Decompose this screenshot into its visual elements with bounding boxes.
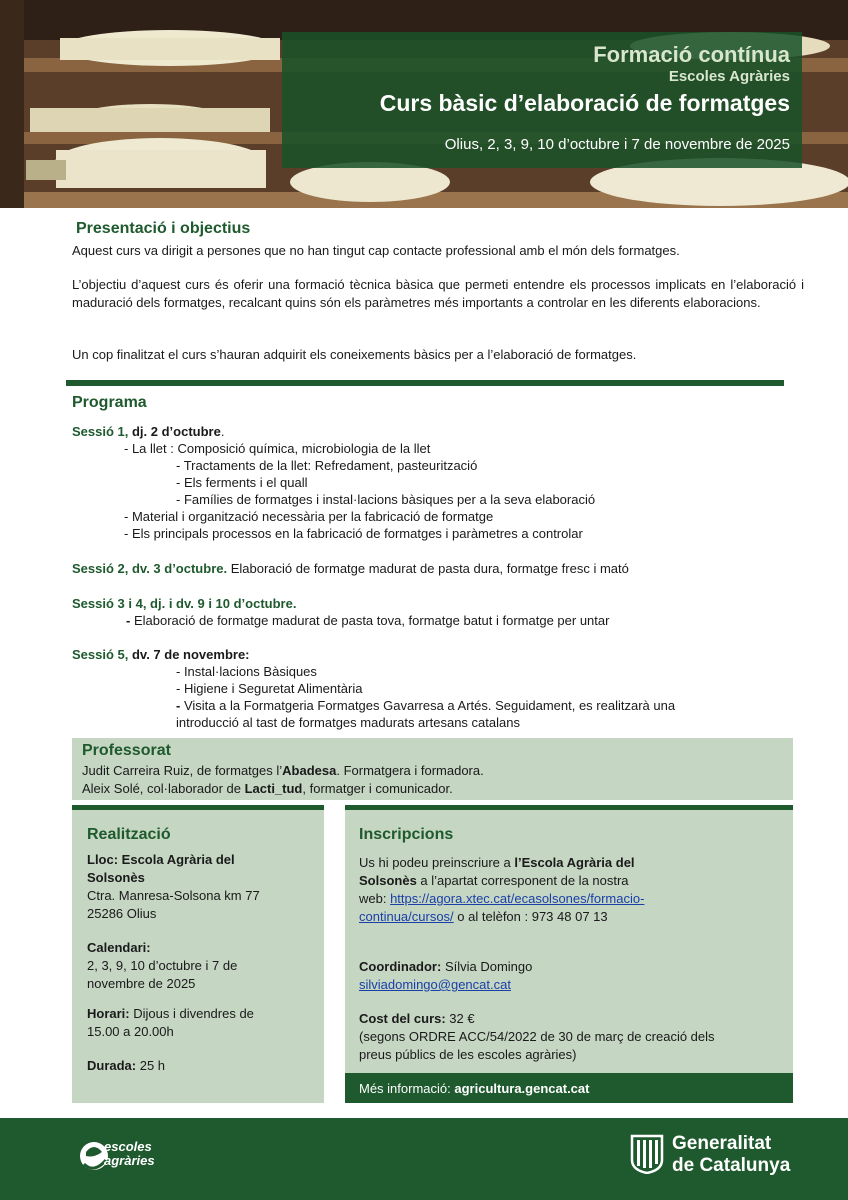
- coordinator-name: Sílvia Domingo: [441, 959, 533, 974]
- section-divider: [66, 380, 784, 386]
- session-5-item: - Instal·lacions Bàsiques: [176, 664, 317, 679]
- teachers-panel: [72, 738, 793, 800]
- calendar-line-2: novembre de 2025: [87, 976, 196, 991]
- registration-line-3: [359, 890, 793, 908]
- program-title: Programa: [72, 394, 147, 411]
- school-name-1: l’Escola Agrària del: [514, 855, 635, 870]
- session-1-item: - Tractaments de la llet: Refredament, pasteurització: [176, 458, 478, 473]
- more-info-label: Més informació:: [359, 1081, 455, 1096]
- generalitat-wordmark: [672, 1133, 790, 1177]
- realization-title: Realització: [87, 826, 171, 843]
- session-2-line: [72, 560, 629, 577]
- cost-note-2: preus públics de les escoles agràries): [359, 1047, 577, 1062]
- session-1-item: - Els ferments i el quall: [176, 475, 308, 490]
- hero-banner: [0, 0, 848, 208]
- place-label-1: Lloc: Escola Agrària del: [87, 852, 235, 867]
- schedule-label: Horari:: [87, 1006, 130, 1021]
- teacher-1-text: Judit Carreira Ruiz, de formatges l’: [82, 763, 283, 778]
- session-1-item: - Famílies de formatges i instal·lacions bàsiques per a la seva elaboració: [176, 492, 596, 507]
- schedule-value-1: Dijous i divendres de: [129, 1006, 254, 1021]
- session-1-label: Sessió 1,: [72, 424, 129, 439]
- registration-line-4: [359, 908, 793, 926]
- cost-line: [359, 1010, 793, 1028]
- presentation-paragraph-3: Un cop finalitzat el curs s’hauran adquirit els coneixements bàsics per a l’elaboració de formatges.: [72, 347, 637, 362]
- teacher-1-company: Abadesa: [282, 763, 337, 778]
- calendar-label: Calendari:: [87, 940, 151, 955]
- schedule-line: [87, 1005, 324, 1023]
- session-5-label: Sessió 5,: [72, 647, 129, 662]
- session-2-text: Elaboració de formatge madurat de pasta dura, formatge fresc i mató: [227, 561, 629, 576]
- presentation-paragraph-2: L’objectiu d’aquest curs és oferir una formació tècnica bàsica que permeti entendre els processos implicats en l’elaboració i maduració dels formatges, recalcant quins són els paràmetres més importants a controlar en les diferents elaboracions.: [72, 277, 804, 310]
- registration-line-1: [359, 854, 793, 872]
- coordinator-line: [359, 958, 793, 976]
- phone-text: o al telèfon : 973 48 07 13: [453, 909, 608, 924]
- session-2-date: dv. 3 d’octubre.: [128, 561, 228, 576]
- more-info-bar: [345, 1073, 793, 1103]
- session-1-date: dj. 2 d’octubre: [128, 424, 221, 439]
- escoles-agraries-wordmark: [104, 1140, 155, 1168]
- hero-subtitle: Escoles Agràries: [668, 68, 790, 85]
- address-line-1: Ctra. Manresa-Solsona km 77: [87, 888, 260, 903]
- presentation-title: Presentació i objectius: [76, 220, 251, 237]
- teacher-2-company: Lacti_tud: [244, 781, 303, 796]
- duration-label: Durada:: [87, 1058, 137, 1073]
- agraries-word: agràries: [104, 1153, 155, 1168]
- school-name-2: Solsonès: [359, 873, 417, 888]
- session-3-4-item: [126, 612, 609, 629]
- registration-text-1: Us hi podeu preinscriure a: [359, 855, 515, 870]
- more-info-link[interactable]: agricultura.gencat.cat: [454, 1081, 590, 1096]
- calendar-line-1: 2, 3, 9, 10 d’octubre i 7 de: [87, 958, 238, 973]
- course-title: Curs bàsic d’elaboració de formatges: [379, 90, 790, 116]
- escoles-word: escoles: [104, 1139, 152, 1154]
- session-1-item: - Material i organització necessària per la fabricació de formatge: [124, 509, 494, 524]
- web-label: web:: [359, 891, 391, 906]
- duration-value: 25 h: [136, 1058, 166, 1073]
- session-5-item: - Higiene i Seguretat Alimentària: [176, 681, 363, 696]
- session-3-4-dash: -: [126, 613, 131, 628]
- cost-label: Cost del curs:: [359, 1011, 446, 1026]
- coordinator-email-link[interactable]: silviadomingo@gencat.cat: [359, 977, 511, 992]
- generalitat-word: Generalitat: [672, 1133, 772, 1154]
- generalitat-logo-icon: [630, 1134, 664, 1174]
- de-catalunya-word: de Catalunya: [672, 1155, 791, 1176]
- registration-panel: [345, 805, 793, 1073]
- registration-line-2: [359, 872, 793, 890]
- registration-link[interactable]: https://agora.xtec.cat/ecasolsones/formacio-: [390, 891, 645, 906]
- cost-note-1: (segons ORDRE ACC/54/2022 de 30 de març de creació dels: [359, 1029, 715, 1044]
- teacher-2-role: , formatger i comunicador.: [302, 781, 453, 796]
- footer: [0, 1118, 848, 1200]
- session-3-4-heading: [72, 595, 296, 612]
- session-1-heading: [72, 423, 224, 440]
- registration-link-continued[interactable]: continua/cursos/: [359, 909, 454, 924]
- session-5-visit-text-2: introducció al tast de formatges madurats artesans catalans: [176, 715, 520, 730]
- hero-title-box: [282, 32, 802, 168]
- course-dates: Olius, 2, 3, 9, 10 d’octubre i 7 de novembre de 2025: [444, 136, 790, 153]
- teacher-1-role: . Formatgera i formadora.: [336, 763, 484, 778]
- duration-line: [87, 1057, 324, 1075]
- place-label-2: Solsonès: [87, 870, 145, 885]
- session-3-4-date: dj. i dv. 9 i 10 d’octubre.: [146, 596, 297, 611]
- session-1-item: - Els principals processos en la fabricació de formatges i paràmetres a controlar: [124, 526, 583, 541]
- teacher-1: [82, 762, 793, 780]
- session-1-item: - La llet : Composició química, microbiologia de la llet: [124, 441, 431, 456]
- session-3-4-text: Elaboració de formatge madurat de pasta tova, formatge batut i formatge per untar: [130, 613, 610, 628]
- session-5-date: dv. 7 de novembre:: [128, 647, 250, 662]
- registration-text-2: a l’apartat corresponent de la nostra: [416, 873, 629, 888]
- hero-super-title: Formació contínua: [593, 42, 790, 67]
- address-line-2: 25286 Olius: [87, 906, 157, 921]
- session-5-visit-text-1: Visita a la Formatgeria Formatges Gavarresa a Artés. Seguidament, es realitzarà una: [180, 698, 676, 713]
- session-3-4-label: Sessió 3 i 4,: [72, 596, 147, 611]
- registration-title: Inscripcions: [359, 826, 454, 843]
- teacher-2: [82, 780, 793, 798]
- session-5-visit: [176, 697, 724, 714]
- presentation-paragraph-1: Aquest curs va dirigit a persones que no han tingut cap contacte professional amb el món dels formatges.: [72, 243, 680, 258]
- realization-panel: [72, 805, 324, 1103]
- schedule-value-2: 15.00 a 20.00h: [87, 1024, 174, 1039]
- session-5-heading: [72, 646, 250, 663]
- session-5-visit-dash: -: [176, 698, 181, 713]
- teacher-2-text: Aleix Solé, col·laborador de: [82, 781, 245, 796]
- session-1-dot: .: [220, 424, 225, 439]
- session-2-label: Sessió 2,: [72, 561, 129, 576]
- cost-value: 32 €: [445, 1011, 475, 1026]
- coordinator-label: Coordinador:: [359, 959, 442, 974]
- teachers-title: Professorat: [82, 742, 171, 759]
